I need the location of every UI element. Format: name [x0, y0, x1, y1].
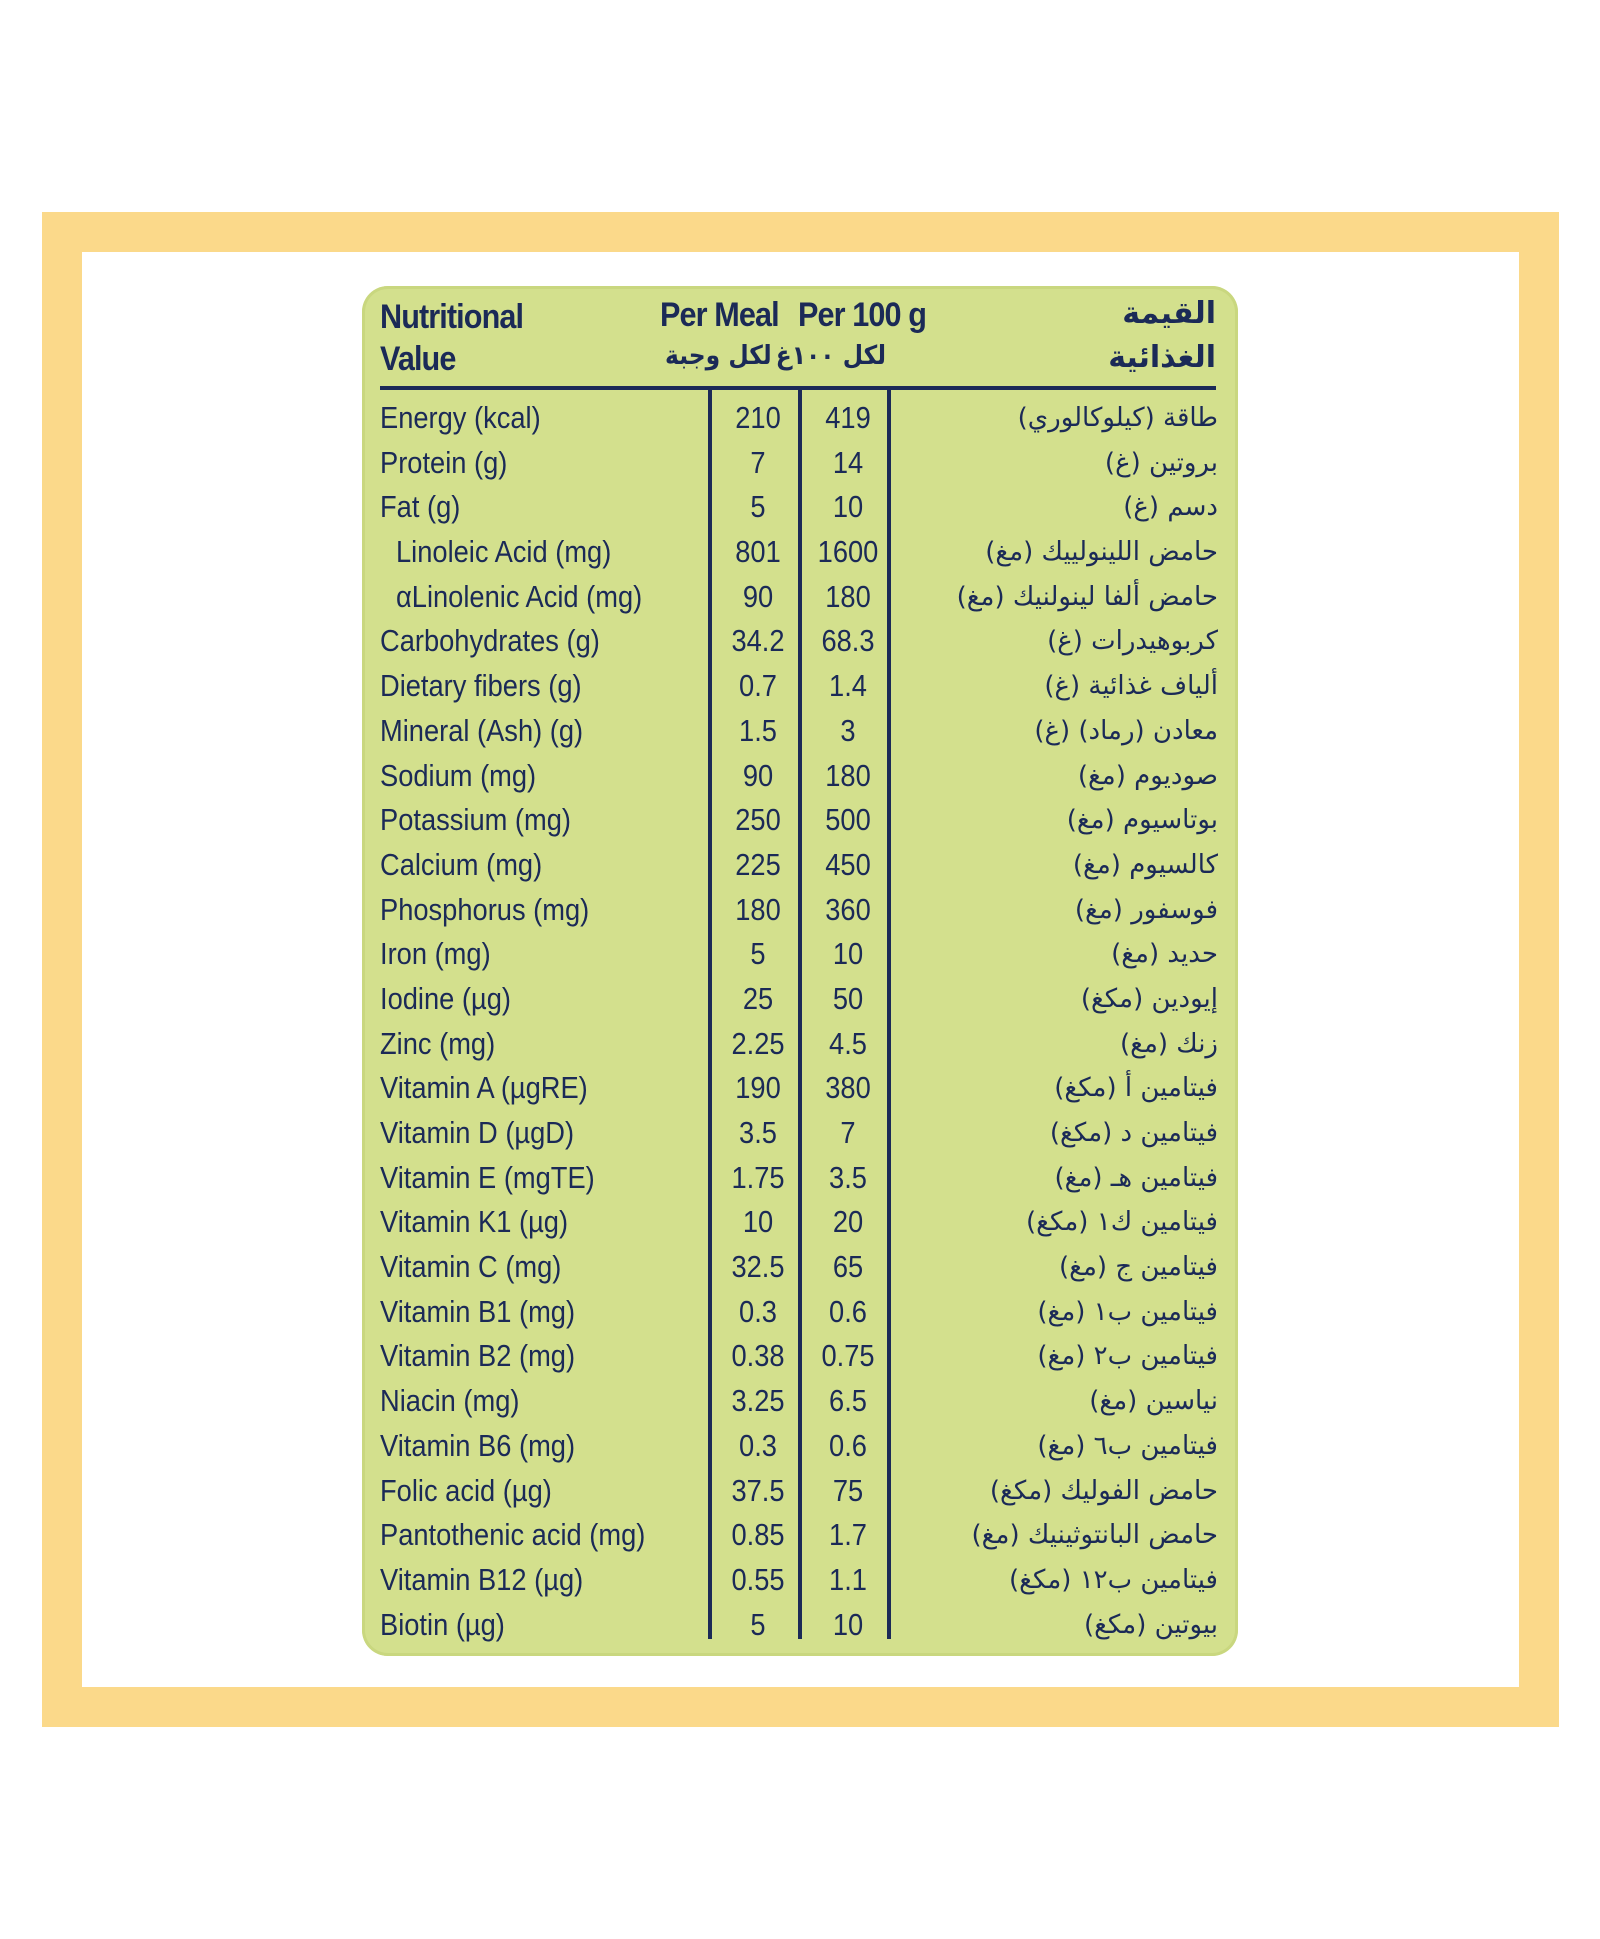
header-nutritional-value [380, 296, 523, 380]
nutrient-name-arabic: حامض اللينولييك (مغ) [985, 537, 1218, 568]
nutrient-name-arabic: فيتامين ب١٢ (مكغ) [1009, 1564, 1218, 1595]
nutrient-name: Dietary fibers (g) [380, 668, 582, 704]
per-meal-value: 32.5 [731, 1249, 785, 1285]
per-100g-value: 65 [832, 1249, 864, 1285]
table-row [362, 1469, 1238, 1514]
header-nutritional-line2: Value [380, 340, 456, 378]
per-100g-value: 180 [825, 578, 871, 614]
per-meal-value: 7 [750, 444, 766, 480]
nutrient-name-arabic: حامض البانتوثينيك (مغ) [971, 1520, 1218, 1551]
per-meal-value: 250 [735, 802, 781, 838]
nutrient-name-arabic: فيتامين د (مكغ) [1049, 1118, 1218, 1148]
table-row [362, 932, 1238, 977]
nutrient-name-arabic: إيودين (مكغ) [1080, 983, 1218, 1014]
nutrient-name: Vitamin B2 (mg) [380, 1338, 576, 1374]
nutrient-name-arabic: بروتين (غ) [1104, 447, 1218, 478]
nutrient-name-arabic: دسم (غ) [1123, 492, 1218, 523]
nutrient-name-arabic: بيوتين (مكغ) [1083, 1609, 1218, 1640]
white-inset [82, 252, 1519, 1687]
table-row [362, 1424, 1238, 1469]
per-100g-value: 3 [840, 712, 856, 748]
nutrient-name: Vitamin A (µgRE) [380, 1070, 588, 1106]
nutrient-name: Protein (g) [380, 444, 508, 480]
nutrient-name: Pantothenic acid (mg) [380, 1517, 646, 1553]
per-100g-value: 20 [832, 1204, 864, 1240]
nutrient-name: Iron (mg) [380, 936, 491, 972]
per-meal-value: 0.3 [739, 1427, 777, 1463]
nutrient-name-arabic: زنك (مغ) [1119, 1028, 1218, 1059]
header-per-meal [660, 294, 779, 336]
per-meal-value: 3.25 [731, 1383, 785, 1419]
table-row [362, 664, 1238, 709]
table-row [362, 754, 1238, 799]
per-100g-value: 419 [825, 400, 871, 435]
per-100g-value: 0.6 [829, 1293, 867, 1329]
table-row [362, 1379, 1238, 1424]
nutrient-name-arabic: فيتامين أ (مكغ) [1054, 1073, 1218, 1104]
per-meal-value: 0.55 [731, 1561, 785, 1597]
nutrient-name: Vitamin C (mg) [380, 1249, 562, 1285]
per-100g-value: 1.1 [829, 1561, 867, 1597]
per-meal-value: 180 [735, 891, 781, 927]
table-row [362, 798, 1238, 843]
nutrient-name: αLinolenic Acid (mg) [396, 578, 643, 614]
per-meal-value: 0.3 [739, 1293, 777, 1329]
nutrient-name: Folic acid (µg) [380, 1472, 552, 1508]
table-row [362, 888, 1238, 933]
nutrient-name: Linoleic Acid (mg) [396, 534, 612, 570]
nutrient-name-arabic: بوتاسيوم (مغ) [1066, 805, 1218, 836]
table-body [362, 396, 1238, 1647]
per-100g-value: 450 [825, 846, 871, 882]
table-row [362, 709, 1238, 754]
table-row [362, 485, 1238, 530]
per-meal-value: 210 [735, 400, 781, 435]
nutrient-name-arabic: طاقة (كيلوكالوري) [1017, 403, 1218, 433]
per-100g-value: 180 [825, 757, 871, 793]
per-100g-value: 360 [825, 891, 871, 927]
nutrient-name: Iodine (µg) [380, 980, 511, 1016]
nutrition-table [362, 286, 1238, 1656]
nutrient-name: Vitamin B1 (mg) [380, 1293, 576, 1329]
per-100g-value: 10 [832, 1606, 864, 1642]
table-row [362, 619, 1238, 664]
per-100g-value: 75 [832, 1472, 864, 1508]
table-row [362, 977, 1238, 1022]
per-meal-value: 5 [750, 1606, 766, 1642]
per-100g-value: 50 [832, 980, 864, 1016]
table-row [362, 843, 1238, 888]
per-100g-value: 4.5 [829, 1025, 867, 1061]
nutrient-name: Fat (g) [380, 489, 461, 525]
per-100g-value: 0.75 [821, 1338, 875, 1374]
header-per-100g [798, 294, 926, 336]
nutrient-name: Energy (kcal) [380, 400, 541, 435]
per-100g-value: 1600 [817, 534, 879, 570]
table-row [362, 575, 1238, 620]
nutrient-name-arabic: ألياف غذائية (غ) [1044, 671, 1218, 702]
nutrient-name-arabic: كالسيوم (مغ) [1072, 849, 1218, 880]
header-per-100g-ar: لكل ١٠٠غ [775, 341, 886, 371]
table-row [362, 1334, 1238, 1379]
nutrient-name-arabic: فوسفور (مغ) [1074, 894, 1218, 925]
nutrient-name: Vitamin B12 (µg) [380, 1561, 584, 1597]
per-100g-value: 3.5 [829, 1159, 867, 1195]
per-100g-value: 68.3 [821, 623, 875, 659]
nutrient-name: Zinc (mg) [380, 1025, 496, 1061]
per-meal-value: 0.38 [731, 1338, 785, 1374]
nutrient-name-arabic: فيتامين هـ (مغ) [1054, 1162, 1218, 1193]
nutrient-name: Vitamin E (mgTE) [380, 1159, 595, 1195]
nutrient-name: Biotin (µg) [380, 1606, 505, 1642]
header-arabic-title [1016, 292, 1216, 380]
nutrient-name-arabic: فيتامين ج (مغ) [1059, 1252, 1218, 1283]
per-meal-value: 3.5 [739, 1115, 777, 1150]
per-meal-value: 1.75 [731, 1159, 785, 1195]
header-per-meal-en: Per Meal [660, 296, 779, 334]
per-meal-value: 0.7 [739, 668, 777, 704]
nutrient-name: Phosphorus (mg) [380, 891, 590, 927]
header-per-100g-en: Per 100 g [798, 296, 926, 334]
per-meal-value: 10 [742, 1204, 774, 1240]
nutrient-name: Mineral (Ash) (g) [380, 712, 584, 748]
nutrient-name: Sodium (mg) [380, 757, 537, 793]
nutrient-name-arabic: صوديوم (مغ) [1077, 760, 1218, 791]
table-row [362, 1200, 1238, 1245]
nutrient-name: Potassium (mg) [380, 802, 572, 838]
per-100g-value: 500 [825, 802, 871, 838]
nutrient-name-arabic: نياسين (مغ) [1089, 1386, 1218, 1417]
header-per-meal-ar: لكل وجبة [665, 341, 772, 371]
table-row [362, 396, 1238, 441]
per-meal-value: 0.85 [731, 1517, 785, 1553]
per-meal-value: 25 [742, 980, 774, 1016]
table-row [362, 441, 1238, 486]
per-100g-value: 10 [832, 936, 864, 972]
nutrient-name-arabic: كربوهيدرات (غ) [1047, 626, 1218, 657]
table-row [362, 1558, 1238, 1603]
per-meal-value: 1.5 [739, 712, 777, 748]
table-row [362, 1066, 1238, 1111]
table-row [362, 1022, 1238, 1067]
table-row [362, 1111, 1238, 1156]
table-row [362, 530, 1238, 575]
per-100g-value: 1.4 [829, 668, 867, 704]
table-row [362, 1290, 1238, 1335]
per-100g-value: 6.5 [829, 1383, 867, 1419]
per-meal-value: 190 [735, 1070, 781, 1106]
nutrient-name: Niacin (mg) [380, 1383, 520, 1419]
per-100g-value: 1.7 [829, 1517, 867, 1553]
nutrient-name-arabic: فيتامين ك١ (مكغ) [1026, 1207, 1218, 1238]
per-100g-value: 10 [832, 489, 864, 525]
nutrient-name-arabic: حديد (مغ) [1111, 939, 1218, 970]
table-row [362, 1156, 1238, 1201]
per-meal-value: 90 [742, 578, 774, 614]
table-row [362, 1245, 1238, 1290]
per-meal-value: 37.5 [731, 1472, 785, 1508]
nutrient-name-arabic: حامض الفوليك (مكغ) [989, 1475, 1218, 1506]
per-meal-value: 225 [735, 846, 781, 882]
nutrient-name: Vitamin D (µgD) [380, 1115, 575, 1150]
nutrient-name: Calcium (mg) [380, 846, 543, 882]
nutrient-name: Vitamin K1 (µg) [380, 1204, 569, 1240]
table-row [362, 1603, 1238, 1648]
nutrient-name-arabic: فيتامين ب١ (مغ) [1037, 1296, 1218, 1327]
header-arabic-line2: الغذائية [1108, 340, 1216, 375]
nutrient-name-arabic: حامض ألفا لينولنيك (مغ) [956, 581, 1218, 612]
yellow-frame [42, 212, 1559, 1727]
per-meal-value: 801 [735, 534, 781, 570]
nutrient-name-arabic: فيتامين ب٢ (مغ) [1037, 1341, 1218, 1372]
per-meal-value: 34.2 [731, 623, 785, 659]
nutrient-name-arabic: فيتامين ب٦ (مغ) [1037, 1430, 1218, 1461]
table-row [362, 1513, 1238, 1558]
nutrient-name: Vitamin B6 (mg) [380, 1427, 576, 1463]
header-nutritional-line1: Nutritional [380, 298, 524, 336]
per-meal-value: 5 [750, 489, 766, 525]
header-arabic-line1: القيمة [1122, 296, 1216, 331]
per-100g-value: 380 [825, 1070, 871, 1106]
per-100g-value: 0.6 [829, 1427, 867, 1463]
per-100g-value: 14 [832, 444, 864, 480]
nutrient-name: Carbohydrates (g) [380, 623, 600, 659]
per-meal-value: 90 [742, 757, 774, 793]
per-meal-value: 2.25 [731, 1025, 785, 1061]
nutrient-name-arabic: معادن (رماد) (غ) [1034, 715, 1218, 746]
per-meal-value: 5 [750, 936, 766, 972]
per-100g-value: 7 [840, 1115, 856, 1150]
